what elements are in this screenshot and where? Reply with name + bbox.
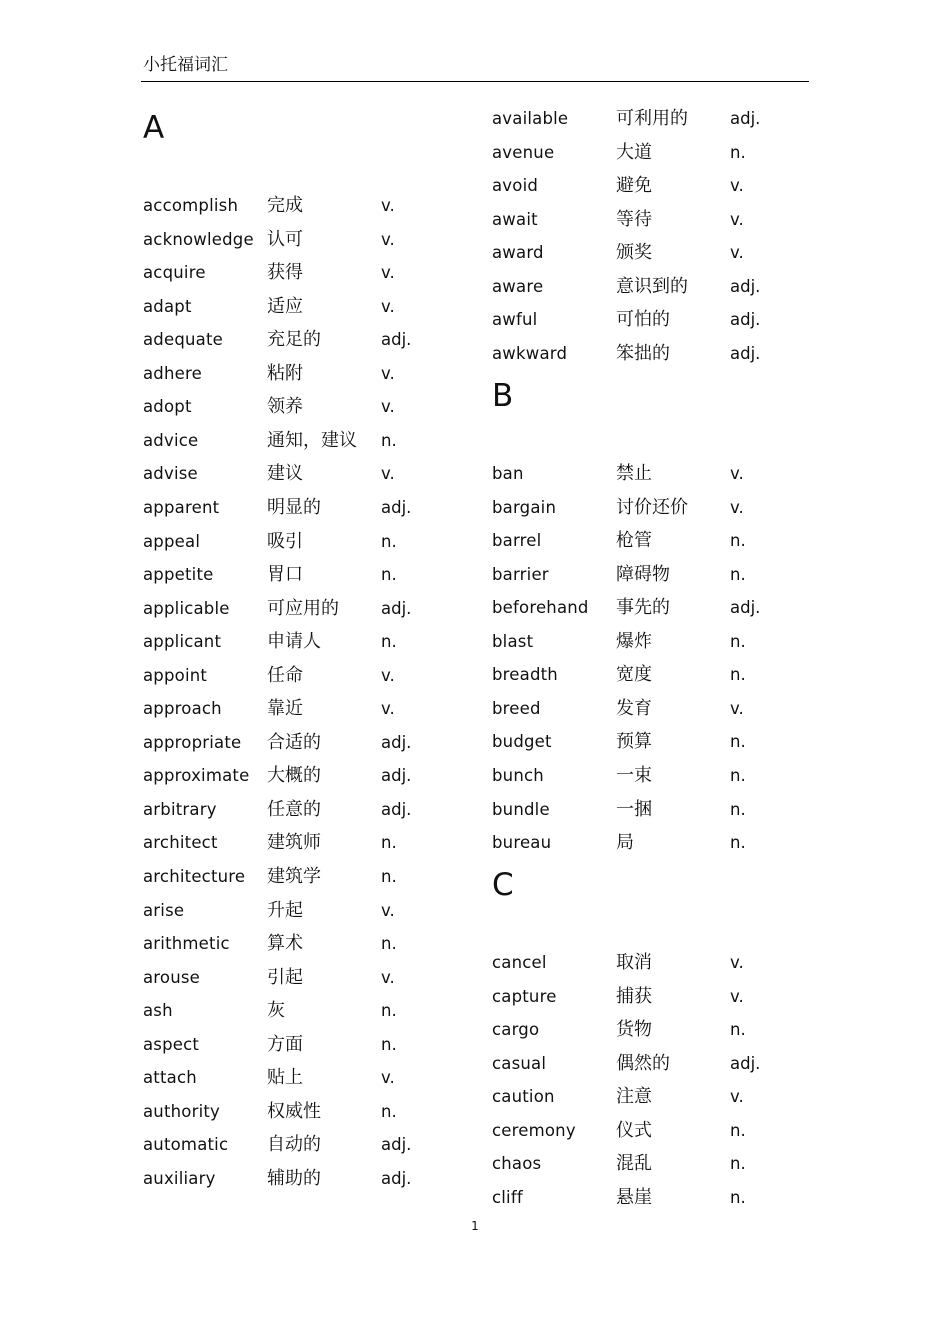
vocab-meaning: 宽度 xyxy=(616,664,652,686)
vocab-entry xyxy=(143,1100,473,1124)
vocab-entry xyxy=(492,764,822,788)
vocab-meaning: 明显的 xyxy=(267,496,321,518)
vocab-meaning: 捕获 xyxy=(616,985,652,1007)
vocab-part-of-speech: n. xyxy=(381,565,397,585)
vocab-part-of-speech: n. xyxy=(381,531,397,551)
vocab-word: ash xyxy=(143,1001,173,1021)
vocab-meaning: 枪管 xyxy=(616,530,652,552)
vocab-part-of-speech: v. xyxy=(381,665,395,685)
vocab-part-of-speech: n. xyxy=(730,142,746,162)
vocab-meaning: 可应用的 xyxy=(267,597,339,619)
vocab-meaning: 讨价还价 xyxy=(616,496,688,518)
vocab-entry xyxy=(143,295,473,319)
vocab-entry xyxy=(143,664,473,688)
section-letter: A xyxy=(143,110,165,146)
vocab-part-of-speech: n. xyxy=(730,765,746,785)
vocab-word: auxiliary xyxy=(143,1168,216,1188)
vocab-entry xyxy=(492,107,822,131)
vocab-word: aware xyxy=(492,276,544,296)
vocab-word: capture xyxy=(492,986,557,1006)
vocab-meaning: 颁奖 xyxy=(616,242,652,264)
vocab-entry xyxy=(492,1119,822,1143)
vocab-word: advise xyxy=(143,464,198,484)
vocab-part-of-speech: n. xyxy=(730,833,746,853)
vocab-part-of-speech: v. xyxy=(381,900,395,920)
vocab-entry xyxy=(143,1133,473,1157)
vocab-entry xyxy=(492,1152,822,1176)
vocab-part-of-speech: n. xyxy=(381,833,397,853)
vocab-meaning: 爆炸 xyxy=(616,630,652,652)
vocab-word: arbitrary xyxy=(143,799,217,819)
vocab-entry xyxy=(143,496,473,520)
vocab-entry xyxy=(143,597,473,621)
vocab-meaning: 一捆 xyxy=(616,798,652,820)
vocab-meaning: 获得 xyxy=(267,262,303,284)
vocab-entry xyxy=(143,1033,473,1057)
vocab-part-of-speech: n. xyxy=(730,531,746,551)
vocab-meaning: 禁止 xyxy=(616,463,652,484)
vocab-entry xyxy=(492,730,822,754)
vocab-entry xyxy=(492,596,822,620)
vocab-word: ban xyxy=(492,464,524,483)
vocab-part-of-speech: n. xyxy=(730,799,746,819)
vocab-entry xyxy=(492,275,822,299)
vocab-meaning: 仪式 xyxy=(616,1119,652,1141)
vocab-meaning: 大道 xyxy=(616,141,652,163)
vocab-entry xyxy=(143,999,473,1023)
header-title: 小托福词汇 xyxy=(143,55,228,75)
vocab-meaning: 贴上 xyxy=(267,1067,303,1089)
vocab-part-of-speech: v. xyxy=(381,229,395,249)
vocab-part-of-speech: v. xyxy=(730,464,744,483)
vocab-part-of-speech: v. xyxy=(381,196,395,215)
vocab-entry xyxy=(143,1167,473,1191)
vocab-entry xyxy=(492,697,822,721)
vocab-entry xyxy=(492,985,822,1009)
vocab-part-of-speech: adj. xyxy=(381,732,412,752)
vocab-word: barrel xyxy=(492,531,542,551)
vocab-entry xyxy=(143,798,473,822)
vocab-word: aspect xyxy=(143,1034,200,1054)
vocab-entry xyxy=(143,228,473,252)
vocab-part-of-speech: n. xyxy=(730,631,746,651)
header-divider xyxy=(141,81,809,82)
vocab-word: advice xyxy=(143,430,199,450)
vocab-word: applicant xyxy=(143,632,222,652)
vocab-entry xyxy=(143,865,473,889)
vocab-meaning: 任命 xyxy=(267,664,303,686)
vocab-word: acknowledge xyxy=(143,229,254,249)
vocab-meaning: 局 xyxy=(616,832,634,854)
vocab-word: bureau xyxy=(492,833,552,853)
vocab-meaning: 大概的 xyxy=(267,765,321,787)
vocab-meaning: 粘附 xyxy=(267,362,303,384)
section-letter: C xyxy=(492,867,514,903)
vocab-meaning: 灰 xyxy=(267,1000,285,1022)
vocab-meaning: 靠近 xyxy=(267,698,303,720)
vocab-part-of-speech: n. xyxy=(381,867,397,886)
vocab-entry xyxy=(143,194,473,218)
vocab-meaning: 领养 xyxy=(267,396,303,418)
vocab-part-of-speech: v. xyxy=(381,397,395,417)
vocab-entry xyxy=(492,831,822,855)
vocab-meaning: 完成 xyxy=(267,195,303,216)
vocab-meaning: 意识到的 xyxy=(616,275,688,297)
vocab-entry xyxy=(143,563,473,587)
vocab-meaning: 等待 xyxy=(616,208,652,230)
vocab-entry xyxy=(492,208,822,232)
vocab-word: breed xyxy=(492,698,541,718)
vocab-word: adequate xyxy=(143,330,223,350)
vocab-word: ceremony xyxy=(492,1120,576,1140)
vocab-part-of-speech: adj. xyxy=(381,598,412,618)
vocab-entry xyxy=(143,429,473,453)
vocab-meaning: 吸引 xyxy=(267,530,303,552)
vocab-word: casual xyxy=(492,1053,547,1073)
vocab-part-of-speech: adj. xyxy=(730,310,761,330)
vocab-meaning: 发育 xyxy=(616,697,652,719)
vocab-word: arouse xyxy=(143,967,201,987)
vocab-entry xyxy=(492,1018,822,1042)
vocab-entry xyxy=(143,697,473,721)
vocab-word: apparent xyxy=(143,497,220,517)
vocab-meaning: 货物 xyxy=(616,1019,652,1041)
vocab-entry xyxy=(492,1186,822,1210)
vocab-part-of-speech: v. xyxy=(381,363,395,383)
vocab-word: appeal xyxy=(143,531,201,551)
vocab-part-of-speech: n. xyxy=(730,564,746,584)
vocab-entry xyxy=(492,1085,822,1109)
vocab-word: arise xyxy=(143,900,185,920)
vocab-word: avoid xyxy=(492,176,539,196)
vocab-word: cliff xyxy=(492,1187,523,1207)
vocab-meaning: 避免 xyxy=(616,175,652,197)
vocab-part-of-speech: n. xyxy=(381,430,397,450)
vocab-part-of-speech: v. xyxy=(381,699,395,719)
vocab-word: barrier xyxy=(492,564,549,584)
vocab-entry xyxy=(143,831,473,855)
vocab-entry xyxy=(492,496,822,520)
vocab-part-of-speech: adj. xyxy=(381,497,412,517)
vocab-word: acquire xyxy=(143,263,206,283)
vocab-word: budget xyxy=(492,732,552,752)
vocab-word: arithmetic xyxy=(143,934,230,954)
vocab-meaning: 建筑师 xyxy=(267,832,321,854)
vocab-entry xyxy=(492,342,822,366)
vocab-part-of-speech: adj. xyxy=(381,799,412,819)
vocab-word: attach xyxy=(143,1068,197,1088)
vocab-part-of-speech: v. xyxy=(381,1068,395,1088)
vocab-word: appropriate xyxy=(143,732,242,752)
vocab-part-of-speech: adj. xyxy=(381,330,412,350)
vocab-part-of-speech: n. xyxy=(730,1187,746,1207)
vocab-part-of-speech: n. xyxy=(730,1020,746,1040)
vocab-word: award xyxy=(492,243,544,263)
vocab-word: avenue xyxy=(492,142,555,162)
vocab-part-of-speech: n. xyxy=(730,732,746,752)
vocab-meaning: 认可 xyxy=(267,228,303,250)
vocab-entry xyxy=(143,731,473,755)
vocab-part-of-speech: adj. xyxy=(730,1053,761,1073)
vocab-word: adopt xyxy=(143,397,192,417)
vocab-entry xyxy=(492,529,822,553)
vocab-part-of-speech: n. xyxy=(381,632,397,652)
vocab-word: blast xyxy=(492,631,534,651)
vocab-meaning: 申请人 xyxy=(267,631,321,653)
vocab-entry xyxy=(143,932,473,956)
vocab-meaning: 合适的 xyxy=(267,731,321,753)
vocab-word: architect xyxy=(143,833,218,853)
vocab-entry xyxy=(492,462,822,486)
vocab-entry xyxy=(143,362,473,386)
vocab-meaning: 偶然的 xyxy=(616,1052,670,1074)
vocab-entry xyxy=(492,563,822,587)
vocab-part-of-speech: v. xyxy=(730,497,744,517)
vocab-word: architecture xyxy=(143,867,246,886)
vocab-meaning: 算术 xyxy=(267,933,303,955)
vocab-part-of-speech: v. xyxy=(730,1087,744,1107)
vocab-entry xyxy=(143,462,473,486)
vocab-word: bundle xyxy=(492,799,550,819)
vocab-part-of-speech: v. xyxy=(730,953,744,972)
vocab-word: accomplish xyxy=(143,196,239,215)
vocab-entry xyxy=(143,1066,473,1090)
vocab-word: awful xyxy=(492,310,538,330)
vocab-meaning: 可利用的 xyxy=(616,108,688,129)
vocab-word: cancel xyxy=(492,953,547,972)
vocab-word: appoint xyxy=(143,665,208,685)
vocab-meaning: 混乱 xyxy=(616,1153,652,1175)
vocab-part-of-speech: n. xyxy=(730,665,746,685)
vocab-word: await xyxy=(492,209,538,229)
vocab-entry xyxy=(143,764,473,788)
vocab-meaning: 适应 xyxy=(267,295,303,317)
vocab-part-of-speech: v. xyxy=(730,698,744,718)
section-letter: B xyxy=(492,378,514,414)
vocab-part-of-speech: adj. xyxy=(730,598,761,618)
vocab-part-of-speech: v. xyxy=(730,986,744,1006)
vocab-meaning: 胃口 xyxy=(267,564,303,586)
vocab-meaning: 一束 xyxy=(616,764,652,786)
page-number: 1 xyxy=(471,1219,479,1233)
vocab-part-of-speech: n. xyxy=(730,1120,746,1140)
vocab-word: bargain xyxy=(492,497,557,517)
vocab-word: bunch xyxy=(492,765,544,785)
vocab-part-of-speech: adj. xyxy=(730,109,761,128)
vocab-meaning: 障碍物 xyxy=(616,563,670,585)
vocab-part-of-speech: v. xyxy=(730,209,744,229)
vocab-entry xyxy=(492,141,822,165)
vocab-meaning: 建议 xyxy=(267,463,303,485)
vocab-meaning: 通知，建议 xyxy=(267,429,357,451)
vocab-entry xyxy=(492,630,822,654)
vocab-part-of-speech: adj. xyxy=(381,1168,412,1188)
vocab-meaning: 悬崖 xyxy=(616,1186,652,1208)
vocab-part-of-speech: v. xyxy=(381,464,395,484)
vocab-meaning: 注意 xyxy=(616,1086,652,1108)
vocab-word: adapt xyxy=(143,296,192,316)
vocab-meaning: 取消 xyxy=(616,952,652,973)
vocab-word: applicable xyxy=(143,598,230,618)
vocab-word: chaos xyxy=(492,1154,542,1174)
vocab-meaning: 事先的 xyxy=(616,597,670,619)
vocab-entry xyxy=(492,951,822,975)
vocab-part-of-speech: adj. xyxy=(381,1135,412,1155)
vocab-part-of-speech: adj. xyxy=(730,276,761,296)
vocab-part-of-speech: n. xyxy=(730,1154,746,1174)
vocab-part-of-speech: n. xyxy=(381,934,397,954)
vocab-meaning: 升起 xyxy=(267,899,303,921)
vocab-meaning: 预算 xyxy=(616,731,652,753)
vocab-entry xyxy=(492,1052,822,1076)
vocab-word: adhere xyxy=(143,363,202,383)
vocab-entry xyxy=(143,395,473,419)
vocab-word: cargo xyxy=(492,1020,540,1040)
vocab-part-of-speech: v. xyxy=(381,263,395,283)
vocab-meaning: 引起 xyxy=(267,966,303,988)
vocab-entry xyxy=(492,308,822,332)
vocab-part-of-speech: n. xyxy=(381,1101,397,1121)
vocab-part-of-speech: n. xyxy=(381,1001,397,1021)
vocab-meaning: 可怕的 xyxy=(616,309,670,331)
vocab-word: caution xyxy=(492,1087,555,1107)
vocab-part-of-speech: v. xyxy=(730,243,744,263)
vocab-word: awkward xyxy=(492,343,568,363)
vocab-meaning: 笨拙的 xyxy=(616,342,670,364)
vocab-word: approximate xyxy=(143,766,250,786)
vocab-entry xyxy=(143,899,473,923)
vocab-entry xyxy=(143,261,473,285)
vocab-meaning: 自动的 xyxy=(267,1134,321,1156)
vocab-part-of-speech: v. xyxy=(730,176,744,196)
vocab-meaning: 辅助的 xyxy=(267,1167,321,1189)
vocab-part-of-speech: v. xyxy=(381,296,395,316)
vocab-meaning: 充足的 xyxy=(267,329,321,351)
vocab-word: authority xyxy=(143,1101,220,1121)
vocab-entry xyxy=(492,798,822,822)
vocab-entry xyxy=(143,328,473,352)
vocab-entry xyxy=(492,241,822,265)
vocab-entry xyxy=(143,966,473,990)
vocab-meaning: 建筑学 xyxy=(267,866,321,887)
vocab-word: beforehand xyxy=(492,598,589,618)
vocab-word: automatic xyxy=(143,1135,229,1155)
vocab-word: appetite xyxy=(143,565,214,585)
vocab-part-of-speech: adj. xyxy=(381,766,412,786)
vocab-part-of-speech: adj. xyxy=(730,343,761,363)
vocab-word: approach xyxy=(143,699,222,719)
vocab-meaning: 方面 xyxy=(267,1033,303,1055)
vocab-meaning: 任意的 xyxy=(267,798,321,820)
vocab-entry xyxy=(492,663,822,687)
vocab-word: available xyxy=(492,109,569,128)
vocab-part-of-speech: v. xyxy=(381,967,395,987)
vocab-entry xyxy=(143,530,473,554)
vocab-entry xyxy=(143,630,473,654)
vocab-part-of-speech: n. xyxy=(381,1034,397,1054)
vocab-meaning: 权威性 xyxy=(267,1100,321,1122)
vocab-entry xyxy=(492,174,822,198)
vocab-word: breadth xyxy=(492,665,558,685)
